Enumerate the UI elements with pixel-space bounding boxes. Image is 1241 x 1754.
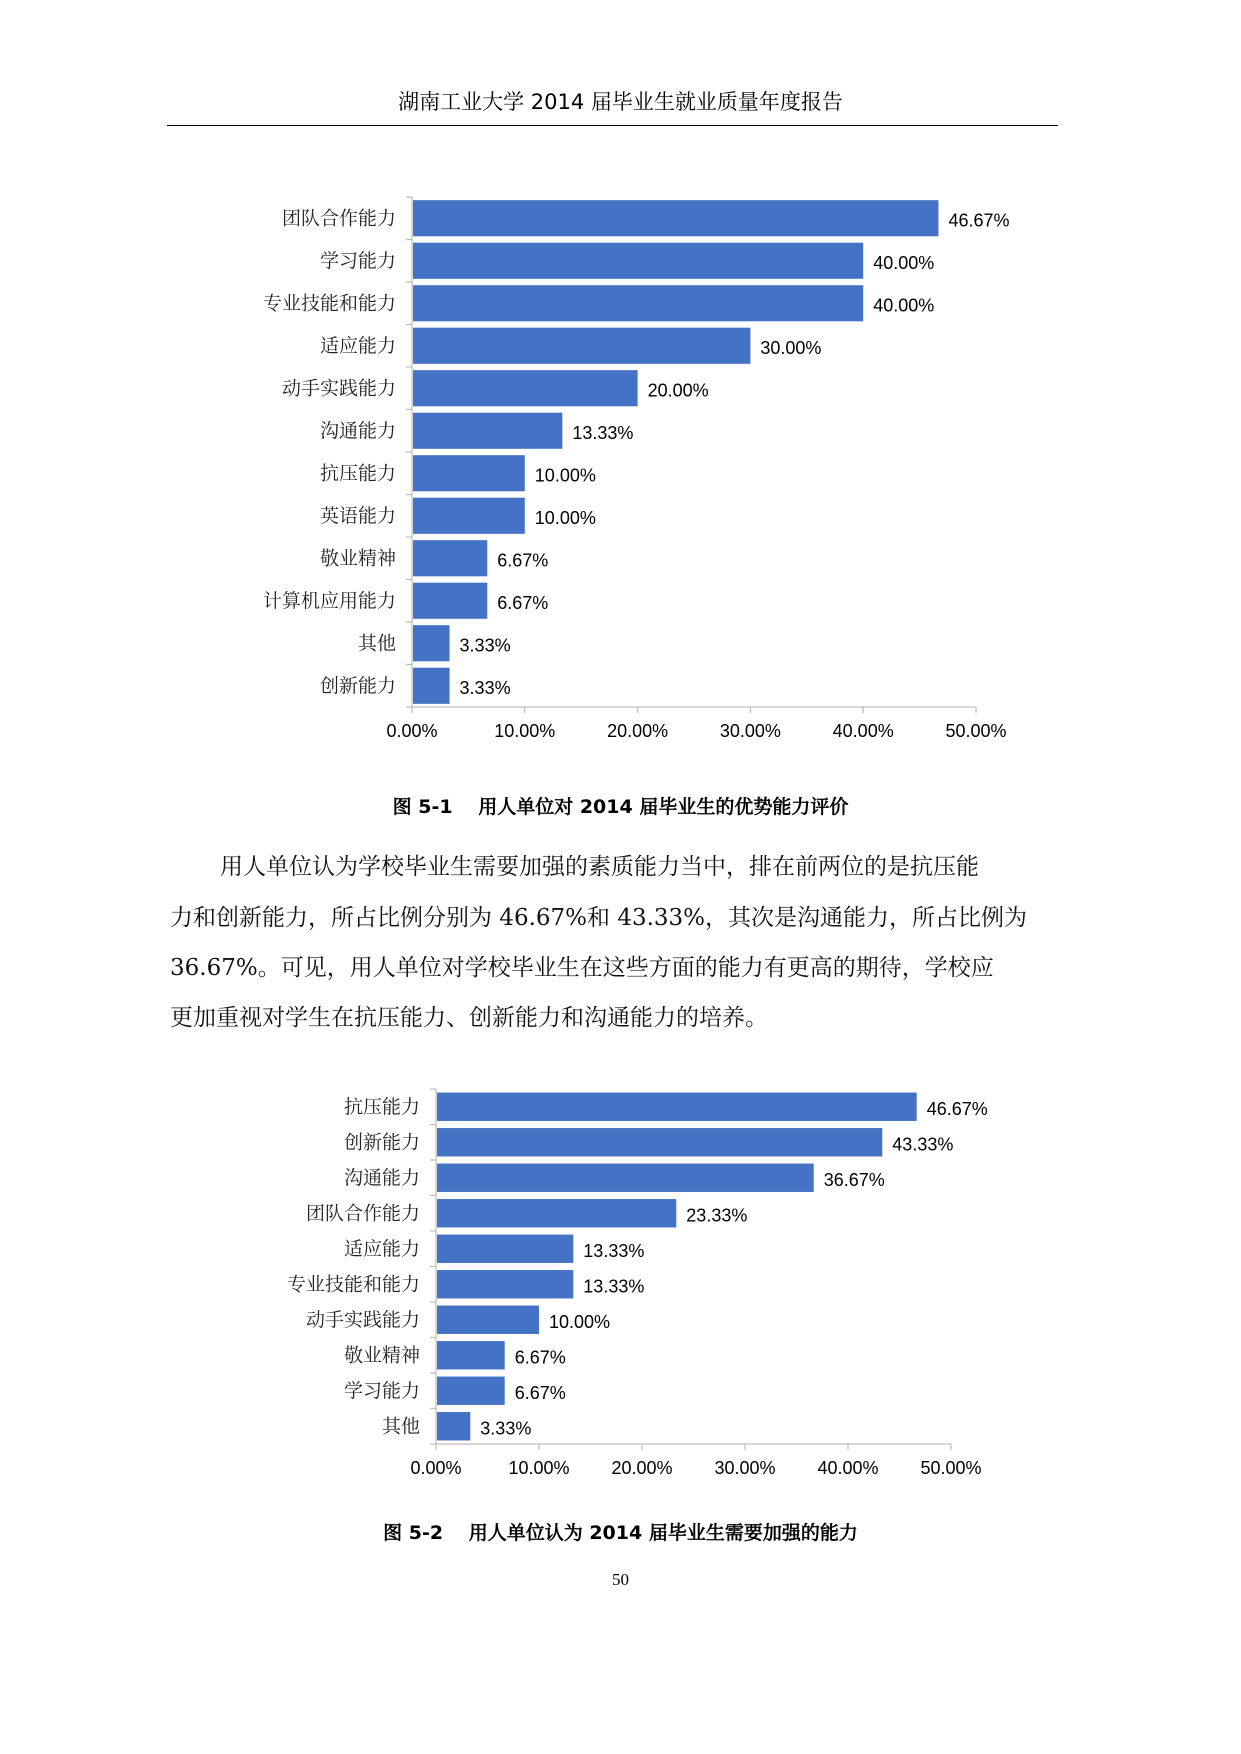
paragraph-line: 力和创新能力，所占比例分别为 46.67%和 43.33%，其次是沟通能力，所占比例为 xyxy=(170,905,1028,931)
category-label: 创新能力 xyxy=(319,675,396,698)
category-label: 其他 xyxy=(357,632,396,655)
data-label: 13.33% xyxy=(583,1241,645,1262)
category-label: 专业技能和能力 xyxy=(286,1273,420,1296)
data-label: 10.00% xyxy=(549,1312,611,1333)
bar xyxy=(437,1377,505,1405)
category-label: 沟通能力 xyxy=(343,1167,420,1190)
bar xyxy=(437,1235,573,1263)
category-label: 动手实践能力 xyxy=(281,377,396,400)
header-rule xyxy=(167,125,1058,126)
category-label: 团队合作能力 xyxy=(281,207,396,230)
bar xyxy=(437,1199,676,1227)
x-tick-label: 40.00% xyxy=(832,721,894,741)
bar xyxy=(413,625,450,661)
x-tick-label: 40.00% xyxy=(817,1458,879,1478)
x-tick-label: 50.00% xyxy=(945,721,1007,741)
data-label: 3.33% xyxy=(459,635,511,656)
bar xyxy=(437,1093,917,1121)
chart-strengths xyxy=(0,180,1241,760)
bar xyxy=(413,668,450,704)
x-tick-label: 30.00% xyxy=(719,721,781,741)
x-tick-label: 30.00% xyxy=(714,1458,776,1478)
category-label: 适应能力 xyxy=(319,335,396,358)
chart-improvement-needs xyxy=(0,1080,1241,1510)
bar xyxy=(413,200,938,236)
x-tick-label: 20.00% xyxy=(607,721,669,741)
category-label: 专业技能和能力 xyxy=(262,292,396,315)
category-label: 敬业精神 xyxy=(343,1344,420,1367)
category-label: 英语能力 xyxy=(319,505,396,528)
category-label: 动手实践能力 xyxy=(305,1309,420,1332)
category-label: 学习能力 xyxy=(319,250,396,273)
x-tick-label: 20.00% xyxy=(611,1458,673,1478)
data-label: 46.67% xyxy=(926,1099,988,1120)
bar xyxy=(413,370,638,406)
data-label: 40.00% xyxy=(873,295,935,316)
paragraph-line: 36.67%。可见，用人单位对学校毕业生在这些方面的能力有更高的期待，学校应 xyxy=(170,955,994,981)
category-label: 计算机应用能力 xyxy=(262,590,396,613)
bar xyxy=(413,583,487,619)
figure-2-caption: 图 5-2 用人单位认为 2014 届毕业生需要加强的能力 xyxy=(383,1522,858,1544)
data-label: 23.33% xyxy=(686,1205,748,1226)
paragraph-line: 更加重视对学生在抗压能力、创新能力和沟通能力的培养。 xyxy=(170,1005,768,1031)
data-label: 36.67% xyxy=(823,1170,885,1191)
data-label: 3.33% xyxy=(459,678,511,699)
bar xyxy=(437,1412,470,1440)
category-label: 团队合作能力 xyxy=(305,1202,420,1225)
data-label: 30.00% xyxy=(760,338,822,359)
bar xyxy=(413,243,863,279)
bar xyxy=(437,1164,814,1192)
data-label: 43.33% xyxy=(892,1134,954,1155)
data-label: 13.33% xyxy=(583,1276,645,1297)
category-label: 其他 xyxy=(381,1415,420,1438)
bar xyxy=(437,1341,505,1369)
bar xyxy=(437,1270,573,1298)
data-label: 6.67% xyxy=(514,1347,566,1368)
data-label: 6.67% xyxy=(497,593,549,614)
data-label: 10.00% xyxy=(534,465,596,486)
bar xyxy=(413,455,525,491)
bar xyxy=(437,1128,882,1156)
category-label: 敬业精神 xyxy=(319,547,396,570)
bar xyxy=(413,285,863,321)
bar xyxy=(413,498,525,534)
x-tick-label: 0.00% xyxy=(386,721,438,741)
bar xyxy=(413,328,750,364)
x-tick-label: 0.00% xyxy=(410,1458,462,1478)
data-label: 6.67% xyxy=(497,550,549,571)
bar xyxy=(437,1306,539,1334)
category-label: 学习能力 xyxy=(343,1380,420,1403)
category-label: 适应能力 xyxy=(343,1238,420,1261)
x-tick-label: 10.00% xyxy=(508,1458,570,1478)
data-label: 40.00% xyxy=(873,253,935,274)
paragraph-line: 用人单位认为学校毕业生需要加强的素质能力当中，排在前两位的是抗压能 xyxy=(220,854,979,880)
data-label: 3.33% xyxy=(480,1418,532,1439)
page-number: 50 xyxy=(612,1570,629,1589)
body-paragraph xyxy=(170,848,1070,1048)
data-label: 10.00% xyxy=(534,508,596,529)
category-label: 沟通能力 xyxy=(319,420,396,443)
category-label: 创新能力 xyxy=(343,1131,420,1154)
page-header-title: 湖南工业大学 2014 届毕业生就业质量年度报告 xyxy=(398,90,843,114)
category-label: 抗压能力 xyxy=(343,1096,420,1119)
category-label: 抗压能力 xyxy=(319,462,396,485)
x-tick-label: 10.00% xyxy=(494,721,556,741)
data-label: 46.67% xyxy=(948,210,1010,231)
x-tick-label: 50.00% xyxy=(920,1458,982,1478)
figure-1-caption: 图 5-1 用人单位对 2014 届毕业生的优势能力评价 xyxy=(392,796,849,818)
data-label: 13.33% xyxy=(572,423,634,444)
data-label: 6.67% xyxy=(514,1383,566,1404)
bar xyxy=(413,413,562,449)
data-label: 20.00% xyxy=(647,380,709,401)
bar xyxy=(413,540,487,576)
